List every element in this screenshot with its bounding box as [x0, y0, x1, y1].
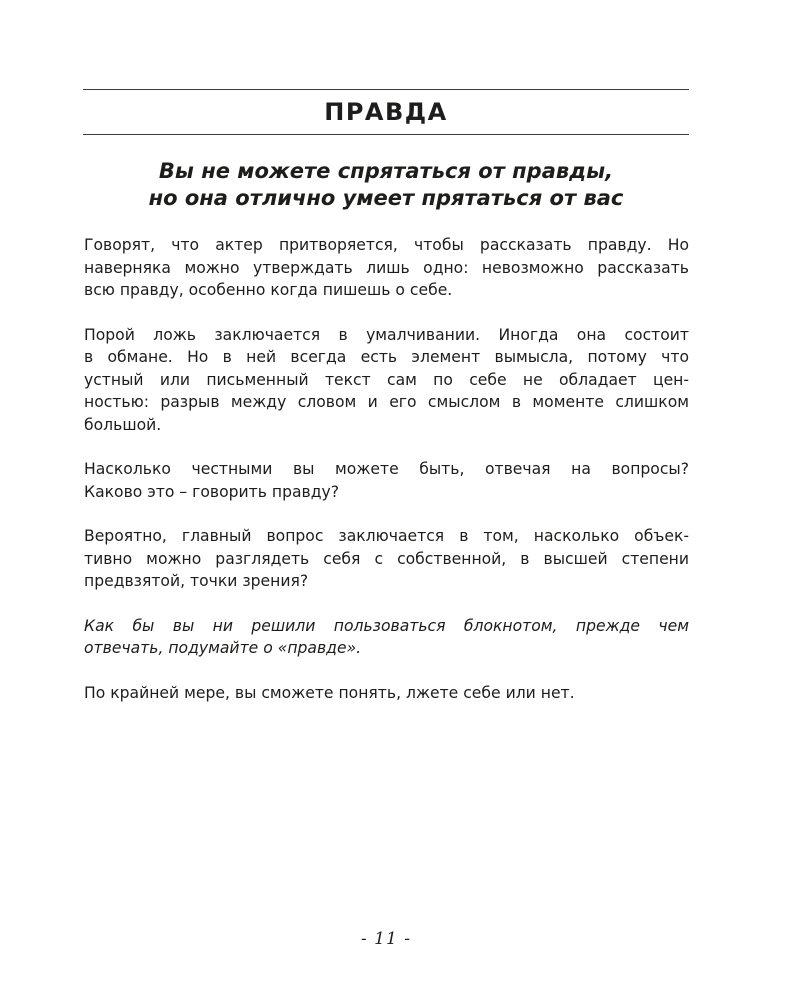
subtitle-line: но она отлично умеет прятаться от вас: [148, 186, 624, 210]
text-line: По крайней мере, вы сможете понять, лжете себе или нет.: [84, 683, 575, 702]
chapter-title: ПРАВДА: [324, 98, 448, 126]
chapter-subtitle: [83, 158, 689, 212]
text-line: предвзятой, точки зрения?: [84, 572, 309, 590]
paragraph: [84, 458, 689, 503]
text-line: Говорят, что актер притворяется, чтобы рассказать правду. Но: [84, 236, 689, 254]
text-line: большой.: [84, 415, 162, 434]
paragraph: [84, 525, 689, 593]
text-line: тивно можно разглядеть себя с собственной, в высшей степени: [84, 549, 689, 568]
italic-paragraph: [84, 615, 689, 660]
subtitle-line: Вы не можете спрятаться от правды,: [158, 159, 614, 183]
text-line: в обмане. Но в ней всегда есть элемент вымысла, потому что: [84, 348, 689, 366]
text-line: наверняка можно утверждать лишь одно: невозможно рассказать: [84, 258, 689, 277]
text-line: Каково это – говорить правду?: [84, 482, 340, 501]
text-line: Порой ложь заключается в умалчивании. Иногда она состоит: [84, 325, 689, 344]
text-line: всю правду, особенно когда пишешь о себе.: [84, 281, 453, 299]
paragraph: [84, 682, 689, 705]
top-rule: [83, 89, 689, 90]
text-line: отвечать, подумайте о «правде».: [84, 639, 362, 657]
text-line: Как бы вы ни решили пользоваться блокнотом, прежде чем: [84, 616, 689, 635]
text-line: Насколько честными вы можете быть, отвечая на вопросы?: [84, 460, 689, 478]
body-text: [84, 234, 689, 726]
page-number: - 11 -: [361, 929, 411, 949]
paragraph: [84, 234, 689, 302]
text-line: Вероятно, главный вопрос заключается в том, насколько объек-: [84, 527, 689, 545]
paragraph: [84, 324, 689, 437]
text-line: ностью: разрыв между словом и его смыслом в моменте слишком: [84, 393, 689, 411]
bottom-rule: [83, 134, 689, 135]
text-line: устный или письменный текст сам по себе не обладает цен-: [84, 370, 689, 389]
